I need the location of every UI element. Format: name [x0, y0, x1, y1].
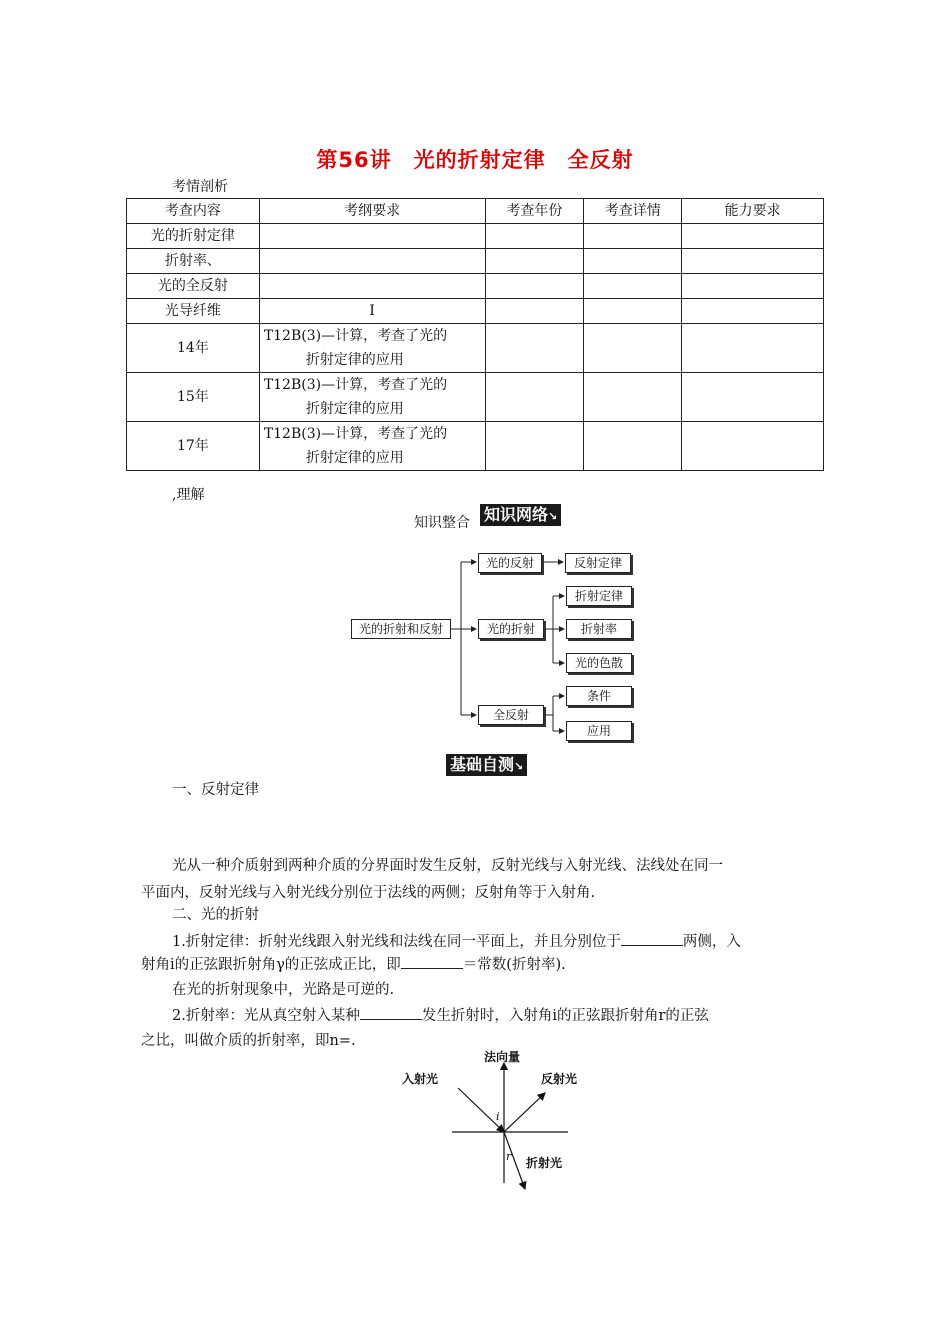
table-cell: 光导纤维 [127, 299, 260, 324]
table-header: 考查年份 [485, 199, 584, 224]
fill-blank [621, 931, 683, 946]
title-part2: 全反射 [567, 148, 634, 172]
title-part1: 第56讲 光的折射定律 [316, 148, 546, 172]
text-span: ＝常数(折射率). [462, 957, 566, 973]
section1-text-line2: 平面内，反射光线与入射光线分别位于法线的两侧；反射角等于入射角. [141, 885, 596, 901]
knowledge-badge-text: 知识网络 [484, 505, 549, 524]
knowledge-prefix: 知识整合 [414, 515, 470, 531]
arrow-icon: ↘ [514, 760, 524, 773]
table-cell: Ⅰ [259, 299, 485, 324]
refraction-law-line2 [141, 952, 566, 979]
section1-title: 一、反射定律 [172, 782, 259, 798]
table-header: 考纲要求 [259, 199, 485, 224]
angle-r-label: r [506, 1150, 512, 1163]
self-test-badge [446, 754, 527, 776]
refraction-index-line1 [172, 1003, 709, 1030]
fill-blank [360, 1005, 422, 1020]
section-label: 考情剖析 [172, 179, 228, 195]
req-line: 折射定律的应用 [305, 401, 404, 417]
text-span: 1.折射定律：折射光线跟入射光线和法线在同一平面上，并且分别位于 [172, 934, 621, 950]
refraction-index-line2: 之比，叫做介质的折射率，即n=. [141, 1033, 356, 1049]
table-cell: 光的折射定律 [127, 224, 260, 249]
table-cell: 折射率、 [127, 249, 260, 274]
node-refraction-law: 折射定律 [566, 586, 632, 606]
fill-blank [401, 954, 463, 969]
node-condition: 条件 [566, 686, 632, 706]
arrow-icon: ↘ [548, 510, 558, 523]
node-total-reflection: 全反射 [478, 705, 544, 725]
req-line: T12B(3)—计算，考查了光的 [263, 328, 448, 344]
table-header: 能力要求 [682, 199, 824, 224]
node-dispersion: 光的色散 [566, 653, 632, 673]
node-refraction: 光的折射 [478, 619, 544, 639]
after-table-text: ,理解 [172, 487, 205, 503]
table-cell: 14年 [127, 324, 260, 373]
node-reflection-law: 反射定律 [565, 553, 631, 573]
incident-label: 入射光 [402, 1072, 439, 1086]
node-root: 光的折射和反射 [351, 619, 451, 639]
reflected-ray [504, 1093, 545, 1132]
table-cell: 15年 [127, 373, 260, 422]
self-test-badge-text: 基础自测 [450, 755, 515, 774]
req-line: 折射定律的应用 [305, 352, 404, 368]
reflected-label: 反射光 [541, 1072, 578, 1086]
req-line: T12B(3)—计算，考查了光的 [263, 426, 448, 442]
section2-title: 二、光的折射 [172, 907, 259, 923]
refracted-label: 折射光 [526, 1156, 563, 1170]
text-span: 两侧，入 [682, 934, 741, 950]
section1-text-line1: 光从一种介质射到两种介质的分界面时发生反射，反射光线与入射光线、法线处在同一 [172, 858, 723, 874]
req-line: T12B(3)—计算，考查了光的 [263, 377, 448, 393]
table-cell: 17年 [127, 422, 260, 471]
table-cell: 光的全反射 [127, 274, 260, 299]
reversible-text: 在光的折射现象中，光路是可逆的. [172, 982, 395, 998]
refraction-figure [380, 1045, 620, 1195]
table-header: 考查内容 [127, 199, 260, 224]
node-reflection: 光的反射 [478, 553, 542, 573]
angle-i-label: i [496, 1110, 500, 1123]
node-refraction-index: 折射率 [566, 619, 632, 639]
normal-label: 法向量 [484, 1050, 521, 1064]
text-span: 2.折射率：光从真空射入某种 [172, 1008, 360, 1024]
table-header: 考查详情 [584, 199, 682, 224]
node-application: 应用 [566, 721, 632, 741]
text-span: 射角i的正弦跟折射角γ的正弦成正比，即 [141, 957, 401, 973]
text-span: 发生折射时，入射角i的正弦跟折射角r的正弦 [421, 1008, 709, 1024]
req-line: 折射定律的应用 [305, 450, 404, 466]
